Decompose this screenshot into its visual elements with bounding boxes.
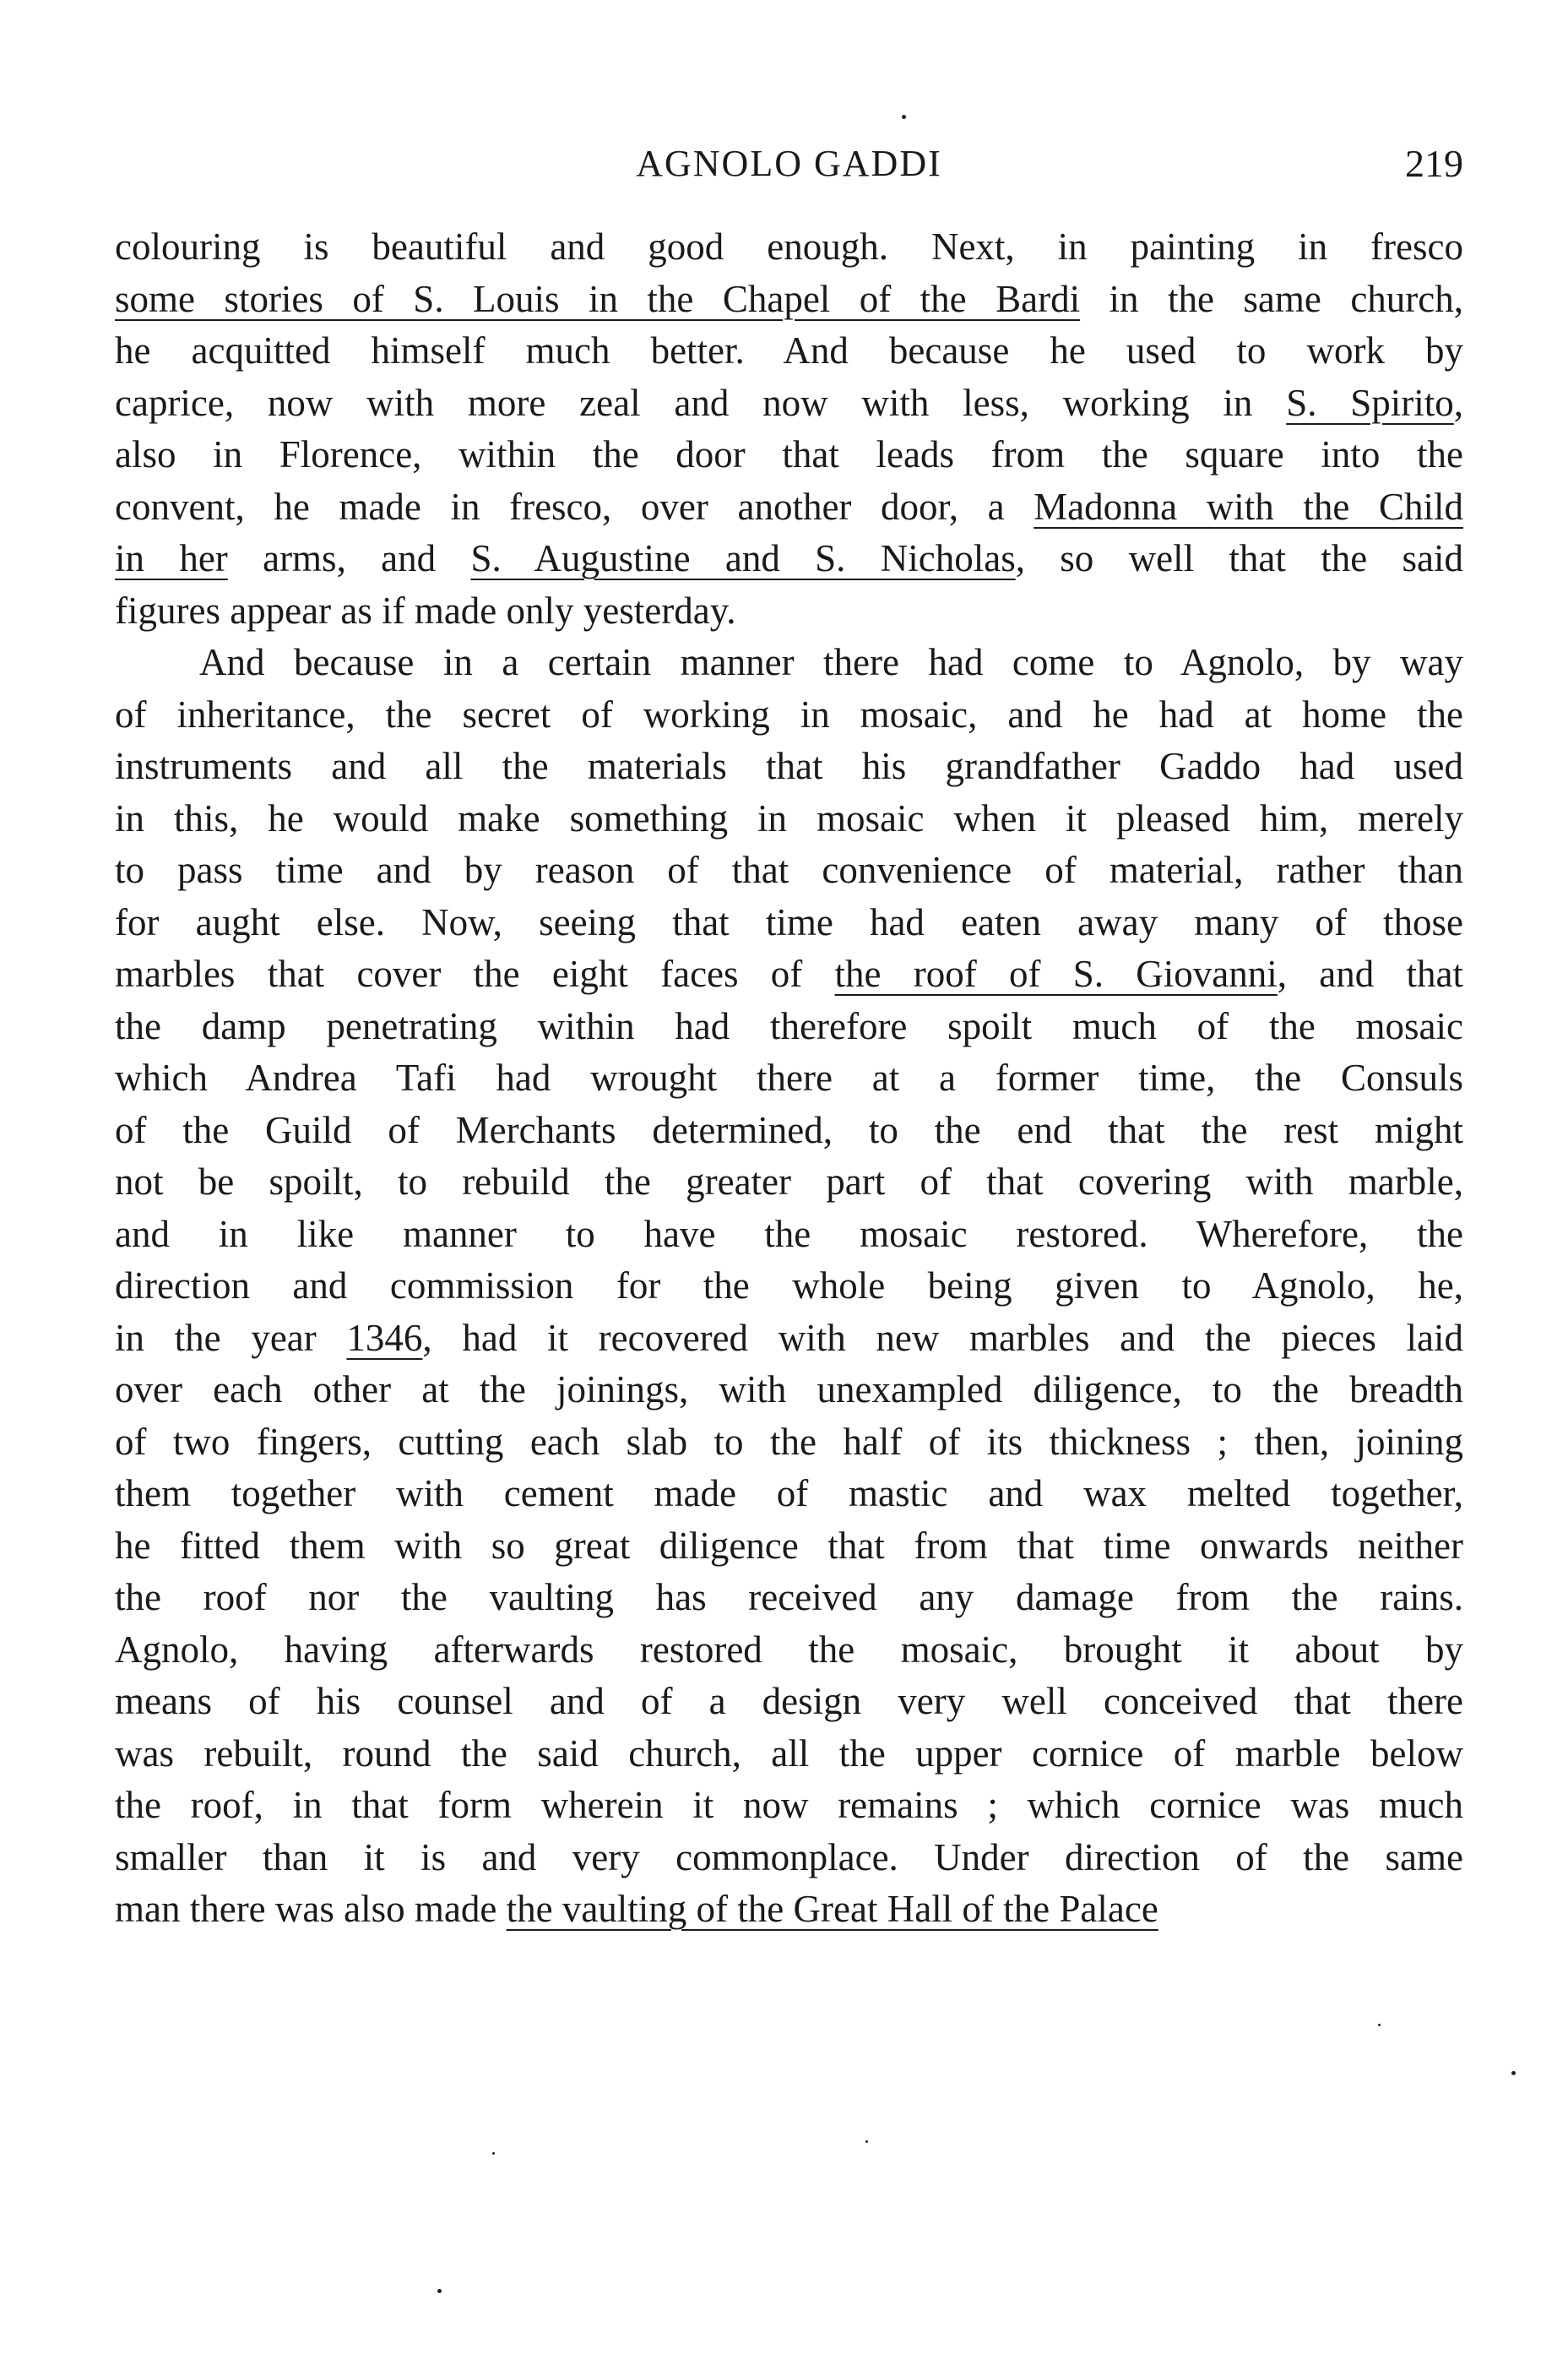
text-segment: of inheritance, the secret of working in mosaic, and he had at home the [115, 693, 1463, 736]
scan-speck [902, 115, 906, 119]
text-segment: , [1453, 381, 1464, 424]
scan-speck [492, 2152, 495, 2155]
text-segment: , and that [1277, 953, 1464, 995]
text-segment: he acquitted himself much better. And because he used to work by [115, 329, 1463, 372]
text-segment: them together with cement made of mastic and wax melted together, [115, 1472, 1463, 1514]
text-segment: which Andrea Tafi had wrought there at a former time, the Consuls [115, 1057, 1463, 1099]
text-line [115, 897, 1463, 949]
body-text [115, 221, 1463, 1936]
text-segment: not be spoilt, to rebuild the greater part of that covering with marble, [115, 1161, 1463, 1203]
text-line [115, 429, 1463, 481]
text-segment: in the same church, [1080, 277, 1464, 320]
text-line [115, 1105, 1463, 1157]
text-line [115, 949, 1463, 1001]
text-line [115, 689, 1463, 742]
page-number: 219 [1405, 142, 1463, 185]
text-segment: marbles that cover the eight faces of [115, 953, 835, 995]
text-segment: and in like manner to have the mosaic restored. Wherefore, the [115, 1212, 1463, 1255]
text-segment: convent, he made in fresco, over another door, a [115, 485, 1034, 528]
underlined-phrase: Madonna with the Child [1034, 485, 1463, 528]
text-line [115, 1260, 1463, 1313]
text-segment: instruments and all the materials that his grandfather Gaddo had used [115, 745, 1463, 787]
text-line [115, 1832, 1463, 1884]
scan-speck [1378, 2024, 1381, 2026]
text-segment: for aught else. Now, seeing that time had eaten away many of those [115, 900, 1463, 943]
text-segment: in the year [115, 1316, 347, 1359]
scan-speck [1511, 2071, 1516, 2075]
text-segment: the damp penetrating within had therefore spoilt much of the mosaic [115, 1004, 1463, 1047]
text-segment: man there was also made [115, 1888, 507, 1930]
text-segment: the roof nor the vaulting has received any damage from the rains. [115, 1576, 1463, 1618]
text-line [115, 1468, 1463, 1520]
text-segment: was rebuilt, round the said church, all the upper cornice of marble below [115, 1731, 1463, 1775]
text-segment: , so well that the said [1015, 537, 1463, 579]
scan-speck [865, 2140, 868, 2143]
text-line [115, 1780, 1463, 1832]
text-segment: , had it recovered with new marbles and the pieces laid [422, 1316, 1463, 1359]
text-line [115, 845, 1463, 897]
text-line [115, 1624, 1463, 1677]
text-segment: smaller than it is and very commonplace. Under direction of the same [115, 1835, 1463, 1878]
text-segment: Agnolo, having afterwards restored the mosaic, brought it about by [115, 1628, 1463, 1671]
text-segment: to pass time and by reason of that convenience of material, rather than [115, 849, 1463, 891]
underlined-phrase: 1346 [346, 1316, 423, 1359]
underlined-phrase: the vaulting of the Great Hall of the Palace [506, 1888, 1158, 1930]
text-line [115, 585, 1463, 638]
text-line [115, 378, 1463, 430]
running-title: AGNOLO GADDI [636, 143, 942, 184]
text-segment: of the Guild of Merchants determined, to the end that the rest might [115, 1108, 1463, 1151]
text-line [115, 741, 1463, 793]
text-segment: over each other at the joinings, with unexampled diligence, to the breadth [115, 1368, 1463, 1411]
text-line [115, 1156, 1463, 1209]
underlined-phrase: some stories of S. Louis in the Chapel of the Bardi [115, 277, 1081, 320]
text-line [115, 1001, 1463, 1053]
text-segment: he fitted them with so great diligence that from that time onwards neither [115, 1524, 1463, 1567]
text-line [115, 1052, 1463, 1105]
text-line [115, 637, 1463, 689]
text-line [115, 1209, 1463, 1261]
text-line [115, 481, 1463, 534]
text-segment: caprice, now with more zeal and now with less, working in [115, 381, 1287, 424]
text-line [115, 1728, 1463, 1780]
text-line [115, 1313, 1463, 1365]
text-segment: colouring is beautiful and good enough. Next, in painting in fresco [115, 226, 1463, 268]
text-segment: arms, and [227, 537, 471, 579]
underlined-phrase: in her [115, 537, 228, 579]
text-segment: figures appear as if made only yesterday. [115, 589, 736, 632]
text-segment: in this, he would make something in mosaic when it pleased him, merely [115, 796, 1463, 840]
text-line [115, 325, 1463, 378]
paragraph [115, 221, 1463, 637]
text-segment: also in Florence, within the door that leads from the square into the [115, 433, 1463, 476]
text-line [115, 1883, 1463, 1936]
underlined-phrase: S. Augustine and S. Nicholas [470, 537, 1016, 579]
text-line [115, 1416, 1463, 1469]
text-line [115, 274, 1463, 326]
paragraph [115, 637, 1463, 1936]
text-line [115, 1572, 1463, 1624]
text-line [115, 533, 1463, 585]
text-line [115, 1520, 1463, 1573]
underlined-phrase: the roof of S. Giovanni [834, 953, 1278, 995]
text-segment: the roof, in that form wherein it now remains ; which cornice was much [115, 1784, 1463, 1826]
text-segment: direction and commission for the whole being given to Agnolo, he, [115, 1264, 1463, 1307]
text-line [115, 1364, 1463, 1416]
text-line [115, 221, 1463, 274]
text-line [115, 793, 1463, 845]
underlined-phrase: S. Spirito [1286, 381, 1454, 424]
page-header [115, 139, 1463, 189]
text-segment: And because in a certain manner there had come to Agnolo, by way [199, 641, 1463, 683]
text-line [115, 1676, 1463, 1728]
scan-speck [437, 2289, 442, 2293]
text-segment: of two fingers, cutting each slab to the half of its thickness ; then, joining [115, 1420, 1463, 1463]
text-segment: means of his counsel and of a design very well conceived that there [115, 1680, 1463, 1722]
